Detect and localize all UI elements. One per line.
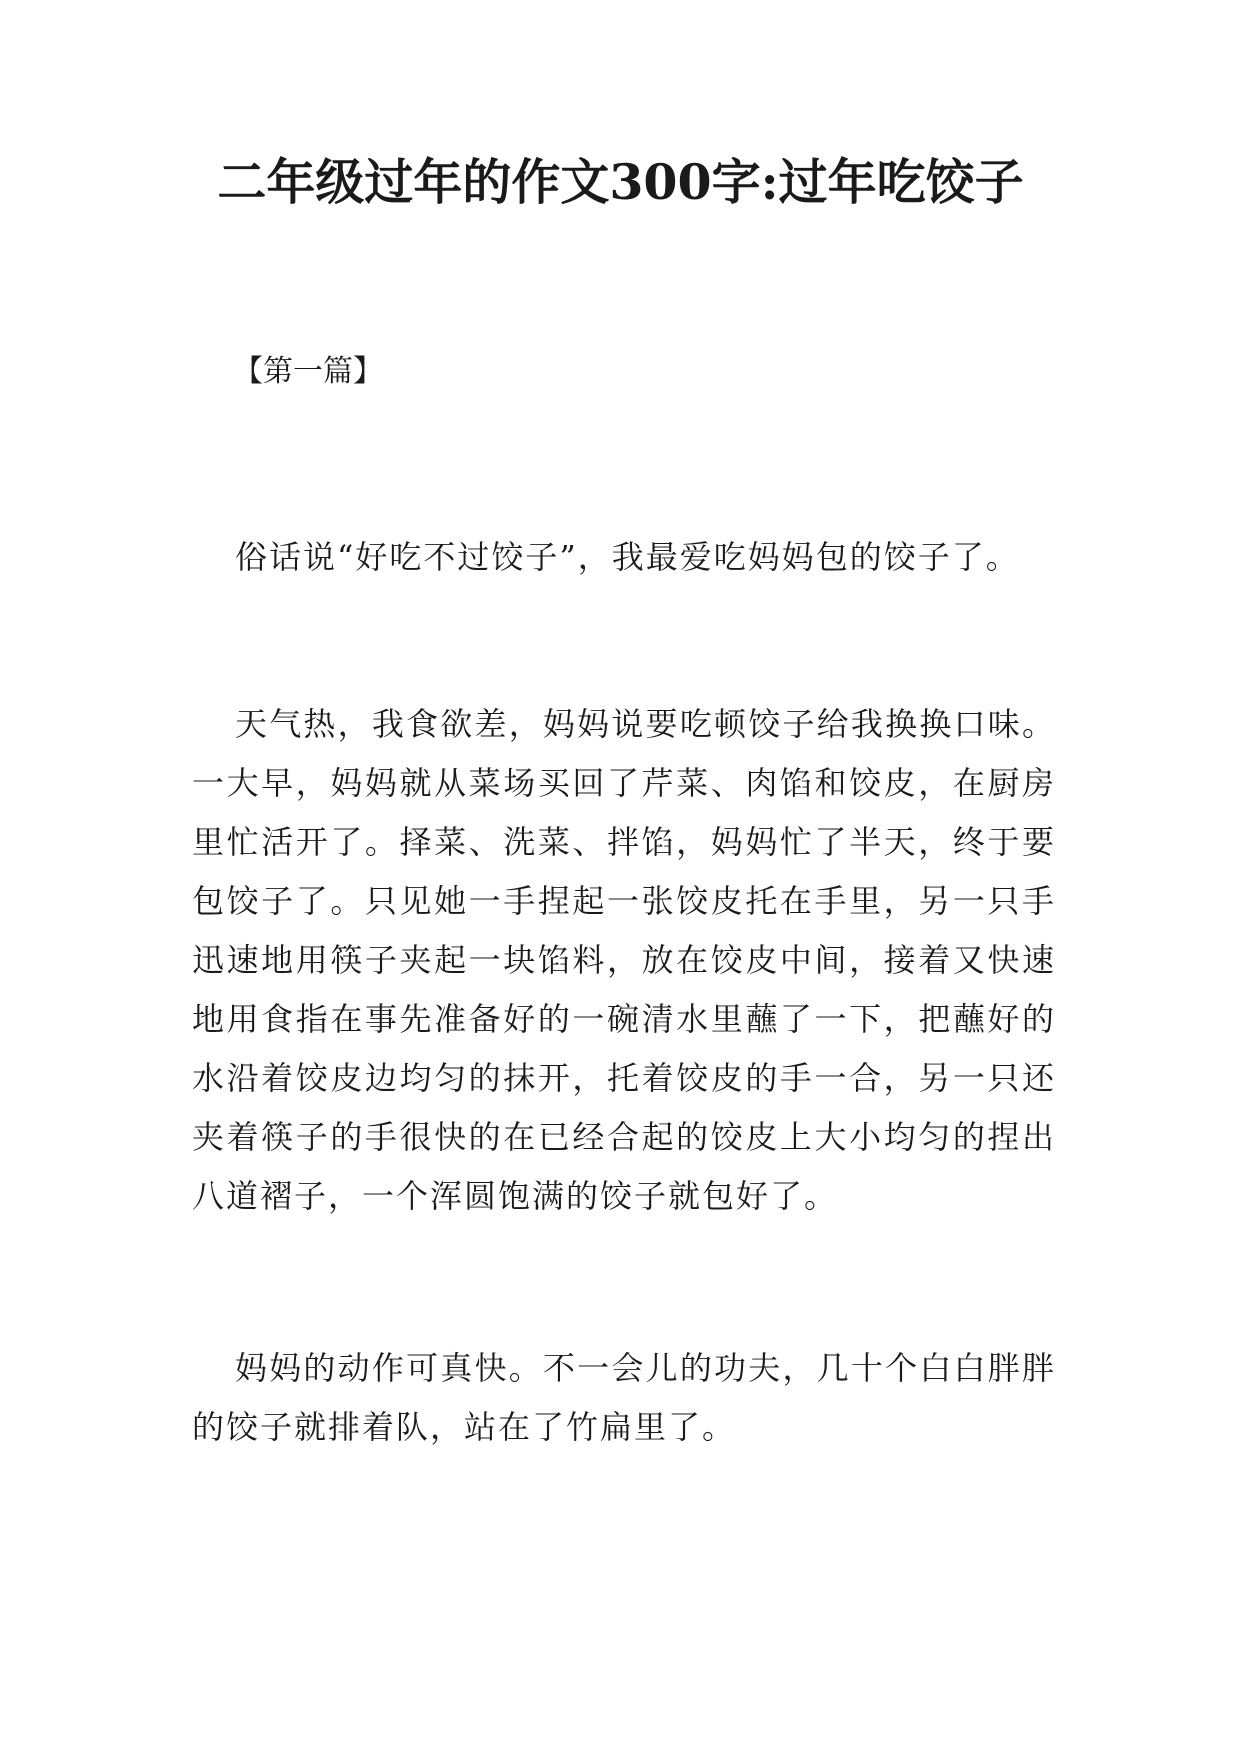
section-label: 【第一篇】 (233, 354, 383, 389)
paragraph-2: 天气热，我食欲差，妈妈说要吃顿饺子给我换换口味。一大早，妈妈就从菜场买回了芹菜、肉馅和饺皮，在厨房里忙活开了。择菜、洗菜、拌馅，妈妈忙了半天，终于要包饺子了。只见她一手捏起一张饺皮托在手里，另一只手迅速地用筷子夹起一块馅料，放在饺皮中间，接着又快速地用食指在事先准备好的一碗清水里蘸了一下，把蘸好的水沿着饺皮边均匀的抹开，托着饺皮的手一合，另一只还夹着筷子的手很快的在已经合起的饺皮上大小均匀的捏出八道褶子，一个浑圆饱满的饺子就包好了。 (192, 705, 1056, 1215)
document-title: 二年级过年的作文300字:过年吃饺子 (217, 153, 1024, 211)
paragraph-3: 妈妈的动作可真快。不一会儿的功夫，几十个白白胖胖的饺子就排着队，站在了竹扁里了。 (192, 1349, 1056, 1446)
paragraph-1: 俗话说“好吃不过饺子”，我最爱吃妈妈包的饺子了。 (235, 538, 1020, 576)
